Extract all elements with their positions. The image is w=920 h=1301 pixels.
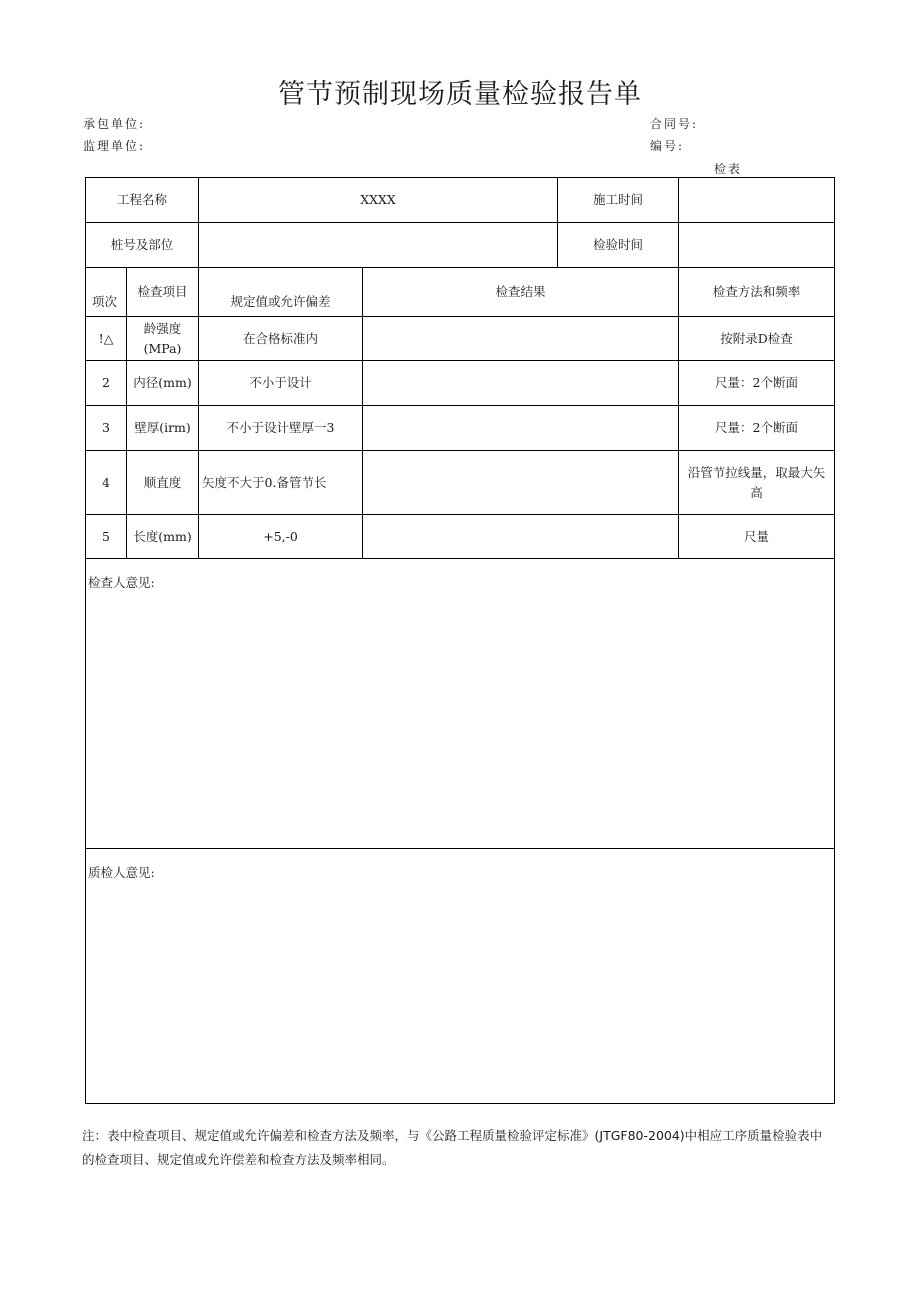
row-result[interactable] — [363, 317, 679, 361]
pile-value[interactable] — [199, 223, 558, 268]
serial-no-label: 编号: — [650, 139, 685, 153]
info-row-project — [86, 178, 835, 223]
table-header-row — [86, 268, 835, 317]
row-method: 尺量：2个断面 — [679, 406, 835, 451]
project-name-label: 工程名称 — [86, 178, 199, 223]
row-seq: 4 — [86, 451, 127, 515]
info-row-pile — [86, 223, 835, 268]
table-row — [86, 451, 835, 515]
contractor-label: 承包单位: — [83, 117, 146, 131]
header-spec: 规定值或允许偏差 — [199, 268, 363, 317]
inspection-time-label: 检验时间 — [558, 223, 679, 268]
construction-time-label: 施工时间 — [558, 178, 679, 223]
row-result[interactable] — [363, 451, 679, 515]
header-seq: 项次 — [86, 268, 127, 317]
table-row — [86, 406, 835, 451]
row-spec: 矢度不大于0.备管节长 — [199, 451, 363, 515]
footnote: 注：表中检查项目、规定值或允许偏差和检查方法及频率，与《公路工程质量检验评定标准》(JTGF80-2004)中相应工序质量检验表中的检查项目、规定值或允许偿差和检查方法及频率相同。 — [82, 1128, 823, 1167]
row-result[interactable] — [363, 361, 679, 406]
row-item: 顺直度 — [127, 451, 199, 515]
project-name-value[interactable]: XXXX — [199, 178, 558, 223]
row-result[interactable] — [363, 406, 679, 451]
construction-time-value[interactable] — [679, 178, 835, 223]
qc-opinion-row — [86, 849, 835, 1104]
row-item: 内径(mm) — [127, 361, 199, 406]
inspection-time-value[interactable] — [679, 223, 835, 268]
row-spec: +5,-0 — [199, 515, 363, 559]
qc-opinion-label: 质检人意见: — [88, 865, 155, 880]
row-spec: 不小于设计 — [199, 361, 363, 406]
header-result: 检查结果 — [363, 268, 679, 317]
row-method: 沿管节拉线量，取最大矢高 — [679, 451, 835, 515]
row-item: 龄强度(MPa) — [127, 317, 199, 361]
header-item: 检查项目 — [127, 268, 199, 317]
row-seq: 3 — [86, 406, 127, 451]
row-result[interactable] — [363, 515, 679, 559]
page-title: 管节预制现场质量检验报告单 — [278, 79, 642, 110]
qc-opinion-field[interactable] — [86, 849, 835, 1104]
row-item: 壁厚(irm) — [127, 406, 199, 451]
inspector-opinion-field[interactable] — [86, 559, 835, 849]
table-row — [86, 317, 835, 361]
header-method: 检查方法和频率 — [679, 268, 835, 317]
row-seq: 2 — [86, 361, 127, 406]
inspection-form-table — [85, 177, 835, 1104]
supervisor-label: 监理单位: — [83, 139, 146, 153]
table-row — [86, 515, 835, 559]
row-spec: 在合格标准内 — [199, 317, 363, 361]
row-method: 按附录D检查 — [679, 317, 835, 361]
row-spec: 不小于设计壁厚一3 — [199, 406, 363, 451]
row-seq: 5 — [86, 515, 127, 559]
inspector-opinion-row — [86, 559, 835, 849]
row-seq: !△ — [86, 317, 127, 361]
row-item: 长度(mm) — [127, 515, 199, 559]
pile-label: 桩号及部位 — [86, 223, 199, 268]
inspector-opinion-label: 检查人意见: — [88, 575, 155, 590]
table-row — [86, 361, 835, 406]
table-ref-label: 检表 — [714, 162, 743, 176]
row-method: 尺量：2个断面 — [679, 361, 835, 406]
contract-no-label: 合同号: — [650, 117, 699, 131]
row-method: 尺量 — [679, 515, 835, 559]
